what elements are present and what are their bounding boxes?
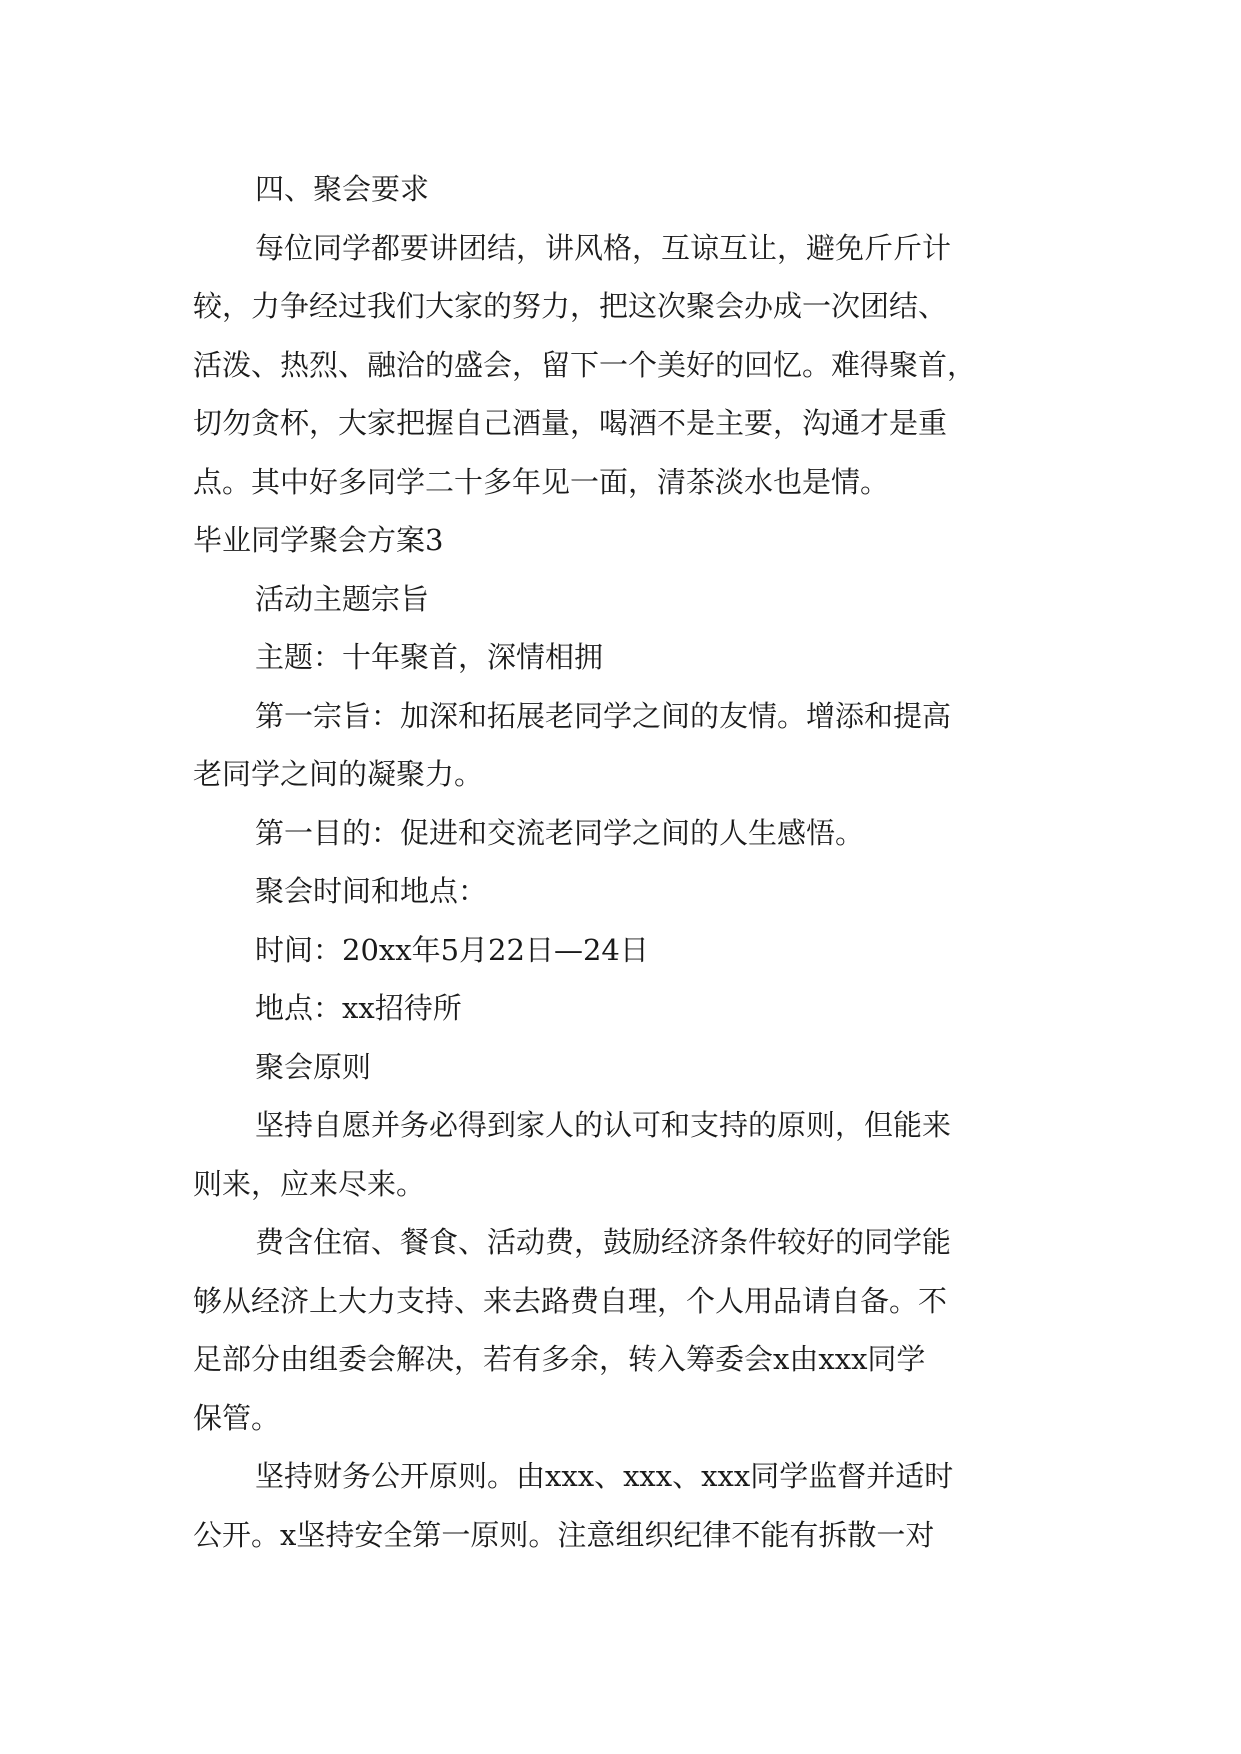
paragraph-line: 坚持财务公开原则。由xxx、xxx、xxx同学监督并适时 [255,1459,954,1493]
paragraph-line: 老同学之间的凝聚力。 [193,757,484,791]
paragraph-line: 费含住宿、餐食、活动费，鼓励经济条件较好的同学能 [255,1225,952,1259]
section-heading: 四、聚会要求 [255,172,430,206]
paragraph-line: 较，力争经过我们大家的努力，把这次聚会办成一次团结、 [193,289,948,323]
paragraph-line: 则来，应来尽来。 [193,1166,426,1201]
paragraph-line: 第一目的：促进和交流老同学之间的人生感悟。 [255,815,865,850]
section-heading: 活动主题宗旨 [255,581,430,616]
paragraph-line: 切勿贪杯，大家把握自己酒量，喝酒不是主要，沟通才是重 [193,406,948,440]
section-heading: 聚会时间和地点： [255,874,488,908]
paragraph-line: 主题：十年聚首，深情相拥 [255,640,604,674]
paragraph-line: 时间：20xx年5月22日—24日 [255,932,649,967]
paragraph-line: 足部分由组委会解决，若有多余，转入筹委会x由xxx同学 [193,1342,926,1376]
paragraph-line: 地点：xx招待所 [255,991,462,1025]
document-page [193,160,1053,1564]
document-title: 毕业同学聚会方案3 [193,523,444,557]
paragraph-line: 活泼、热烈、融洽的盛会，留下一个美好的回忆。难得聚首， [193,347,977,382]
paragraph-line: 够从经济上大力支持、来去路费自理，个人用品请自备。不 [193,1283,948,1318]
section-heading: 聚会原则 [255,1049,372,1084]
paragraph-line: 保管。 [193,1400,281,1435]
paragraph-line: 点。其中好多同学二十多年见一面，清茶淡水也是情。 [193,464,890,499]
paragraph-line: 公开。x坚持安全第一原则。注意组织纪律不能有拆散一对 [193,1517,935,1552]
paragraph-line: 坚持自愿并务必得到家人的认可和支持的原则，但能来 [255,1108,952,1142]
paragraph-line: 第一宗旨：加深和拓展老同学之间的友情。增添和提高 [255,698,952,733]
paragraph-line: 每位同学都要讲团结，讲风格，互谅互让，避免斤斤计 [255,230,952,265]
